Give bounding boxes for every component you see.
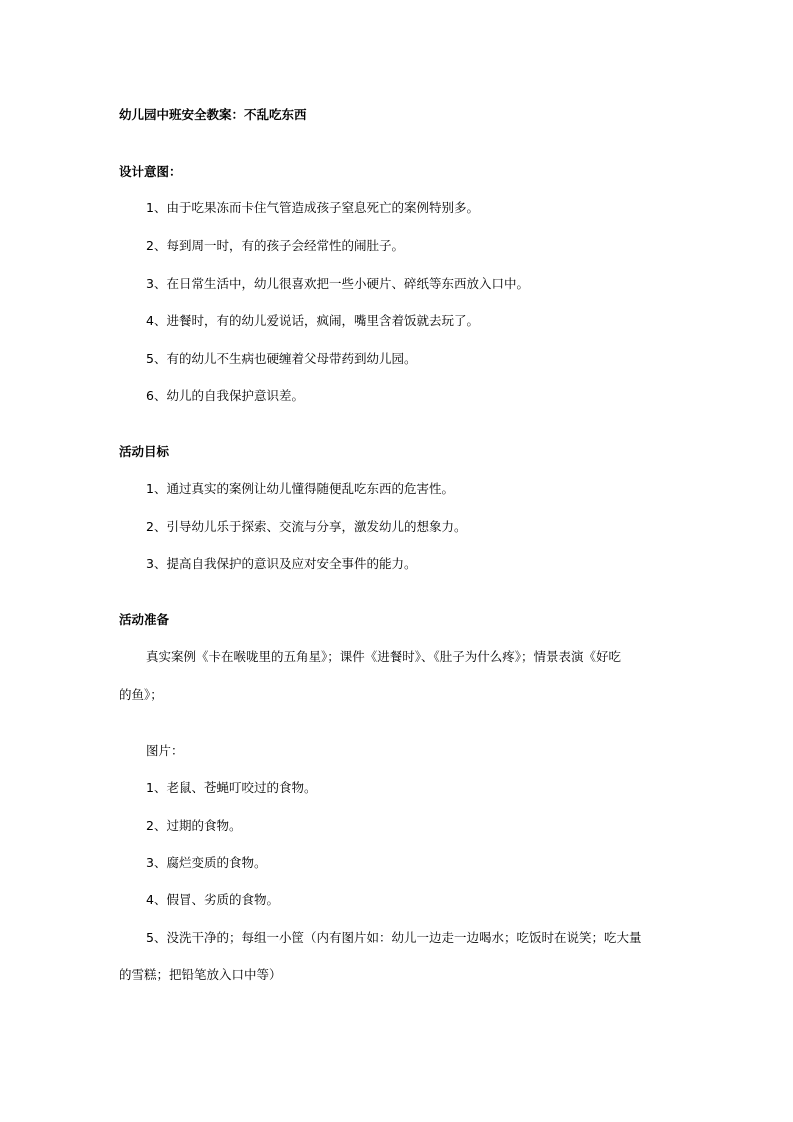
section-heading-prep: 活动准备 bbox=[119, 612, 170, 627]
list-item: 2、引导幼儿乐于探索、交流与分享，激发幼儿的想象力。 bbox=[146, 519, 467, 534]
list-item: 3、腐烂变质的食物。 bbox=[146, 855, 267, 870]
list-item: 6、幼儿的自我保护意识差。 bbox=[146, 388, 304, 403]
paragraph-line: 的鱼》； bbox=[119, 687, 163, 702]
document-title: 幼儿园中班安全教案：不乱吃东西 bbox=[119, 107, 307, 122]
section-heading-goals: 活动目标 bbox=[119, 444, 170, 459]
list-item: 3、在日常生活中，幼儿很喜欢把一些小硬片、碎纸等东西放入口中。 bbox=[146, 276, 529, 291]
list-item: 2、每到周一时，有的孩子会经常性的闹肚子。 bbox=[146, 238, 404, 253]
list-item: 1、老鼠、苍蝇叮咬过的食物。 bbox=[146, 780, 317, 795]
list-item: 4、假冒、劣质的食物。 bbox=[146, 892, 279, 907]
pictures-label: 图片： bbox=[146, 743, 184, 758]
list-item: 3、提高自我保护的意识及应对安全事件的能力。 bbox=[146, 556, 417, 571]
section-heading-intent: 设计意图： bbox=[119, 164, 182, 179]
list-item: 4、进餐时，有的幼儿爱说话，疯闹，嘴里含着饭就去玩了。 bbox=[146, 313, 479, 328]
list-item: 1、通过真实的案例让幼儿懂得随便乱吃东西的危害性。 bbox=[146, 481, 454, 496]
list-item: 5、没洗干净的；每组一小筐（内有图片如：幼儿一边走一边喝水；吃饭时在说笑；吃大量 bbox=[146, 930, 642, 945]
list-item-continuation: 的雪糕；把铅笔放入口中等） bbox=[119, 967, 282, 982]
list-item: 1、由于吃果冻而卡住气管造成孩子窒息死亡的案例特别多。 bbox=[146, 200, 479, 215]
list-item: 2、过期的食物。 bbox=[146, 818, 242, 833]
list-item: 5、有的幼儿不生病也硬缠着父母带药到幼儿园。 bbox=[146, 351, 417, 366]
paragraph-line: 真实案例《卡在喉咙里的五角星》；课件《进餐时》、《肚子为什么疼》；情景表演《好吃 bbox=[146, 649, 622, 664]
